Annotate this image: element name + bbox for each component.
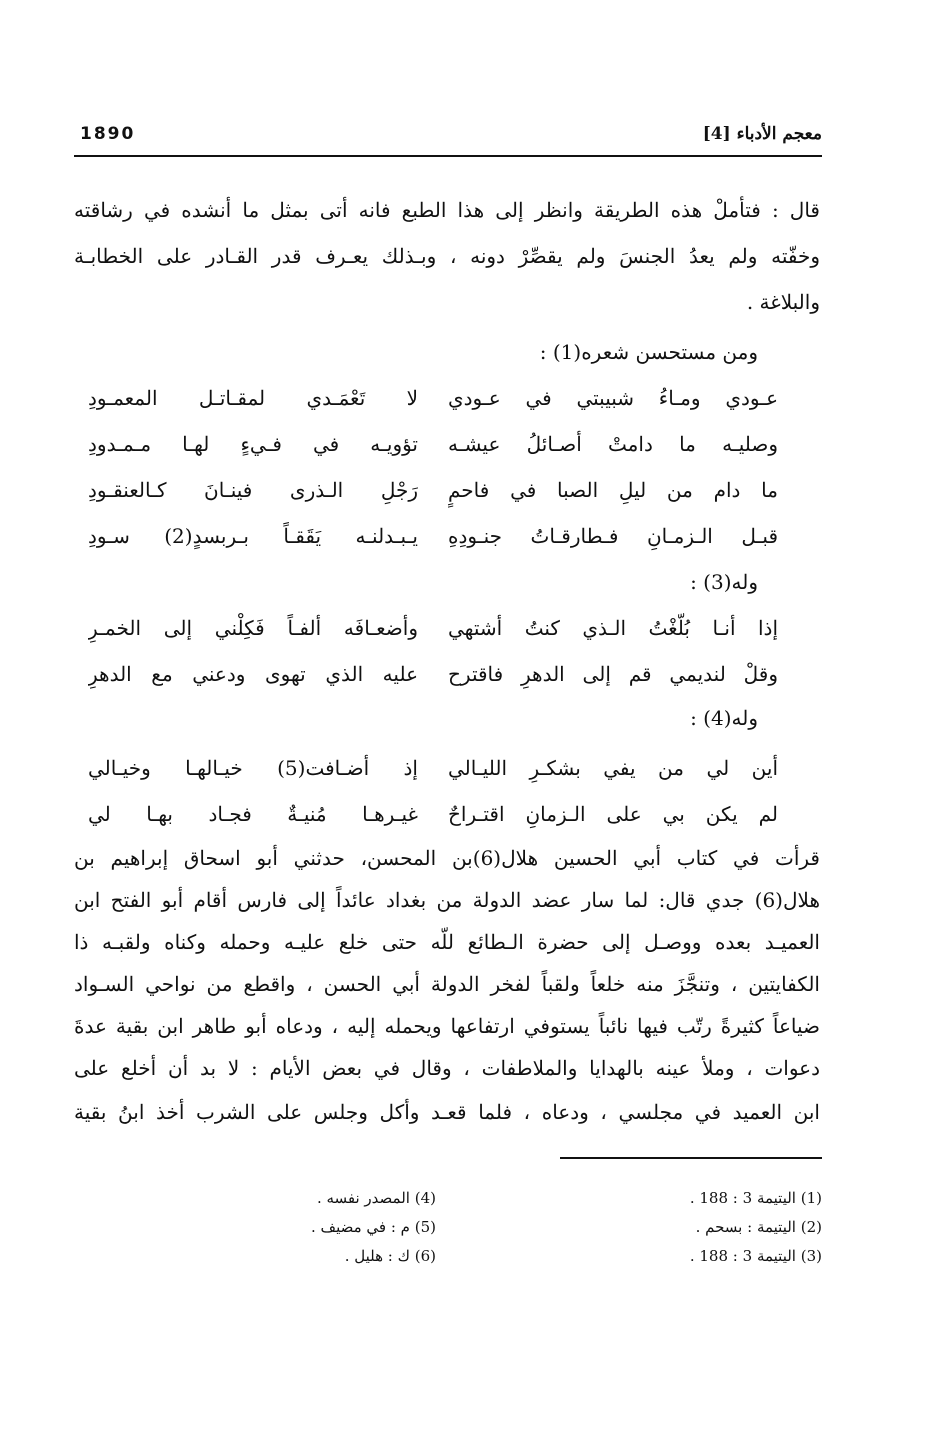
first-hemistich: إذا أنـا بُلّغْتُ الـذي كنتُ أشتهي [448, 616, 778, 640]
verse [74, 376, 820, 420]
first-hemistich: قبـل الـزمـانِ فـطارقـاتُ جنـودِهِ [448, 524, 778, 548]
header-rule [74, 155, 822, 157]
page-header [74, 122, 822, 152]
body-line: قرأت في كتاب أبي الحسين هلال(6)بن المحسن، حدثني أبو اسحاق إبراهيم بن [74, 846, 820, 870]
first-hemistich: عـودي ومـاءُ شبيبتي في عـودي [448, 386, 778, 410]
body-line: وخفّته ولم يعدُ الجنسَ ولم يقصِّرْ دونه ، وبـذلك يعـرف قدر القـادر على الخطابـة [74, 244, 820, 268]
second-hemistich: يـبـدلنـه يَقَقـاً بـربسدٍ(2) سـودِ [88, 524, 418, 548]
running-title: معجم الأدباء [4] [702, 124, 822, 144]
first-hemistich: أين لي من يفي بشكـرِ الليـالي [448, 756, 778, 780]
page-number: 1890 [80, 124, 136, 144]
body-line: دعوات ، وملأ عينه بالهدايا والملاطفات ، وقال في بعض الأيام : لا بد أن أخلع على [74, 1056, 820, 1080]
poem-intro: وله(3) : [690, 570, 758, 594]
first-hemistich: ما دام من ليلِ الصبا في فاحمٍ [448, 478, 778, 502]
verse [74, 422, 820, 466]
footnotes-right-column [522, 1184, 822, 1271]
verse [74, 746, 820, 790]
second-hemistich: وأضعـافَه ألفـاً فَكِلْني إلى الخمـرِ [88, 616, 418, 640]
poem-intro: وله(4) : [690, 706, 758, 730]
verse [74, 468, 820, 512]
second-hemistich: تؤويـه في فـيءٍ لهـا مـمـدودِ [88, 432, 418, 456]
body-line: ضياعاً كثيرةً رتّب فيها نائباً يستوفي ارتفاعها ويحمله إليه ، ودعاه أبو طاهر ابن بقية عدةَ [74, 1014, 820, 1038]
second-hemistich: عليه الذي تهوى ودعني مع الدهرِ [88, 662, 418, 686]
second-hemistich: غيـرهـا مُنيـةٌ فجـاد بهـا لي [88, 802, 418, 826]
footnote: (5) م : في مضيف . [311, 1218, 436, 1236]
footnote: (3) اليتيمة 3 : 188 . [689, 1247, 822, 1265]
first-hemistich: وصليـه ما دامتْ أصـائلُ عيشـه [448, 432, 778, 456]
second-hemistich: إذ أضـافت(5) خيـالهـا وخيـالي [88, 756, 418, 780]
first-hemistich: وقلْ لنديمي قم إلى الدهرِ فاقترح [448, 662, 778, 686]
footnotes-left-column [136, 1184, 436, 1271]
body-line: العميـد بعده ووصـل إلى حضرة الـطائع للّه حتى خلع عليـه وحمله وكناه ولقبـه ذا [74, 930, 820, 954]
poem-intro: ومن مستحسن شعره(1) : [539, 340, 758, 364]
body-line: والبلاغة . [746, 290, 820, 314]
second-hemistich: لا تَعْمَـدي لمقـاتـل المعمـودِ [88, 386, 418, 410]
verse [74, 514, 820, 558]
body-line: قال : فتأملْ هذه الطريقة وانظر إلى هذا الطبع فانه أتى بمثل ما أنشده في رشاقته [74, 198, 820, 222]
body-line: الكفايتين ، وتنجَّزَ منه خلعاً ولقباً لفخر الدولة أبي الحسن ، واقطع من نواحي السـواد [74, 972, 820, 996]
verse [74, 606, 820, 650]
footnote: (4) المصدر نفسه . [316, 1189, 436, 1207]
footnote: (1) اليتيمة 3 : 188 . [689, 1189, 822, 1207]
footnote: (6) ك : هليل . [344, 1247, 436, 1265]
body-line: هلال(6) جدي قال: لما سار عضد الدولة من بغداد عائداً إلى فارس أقام أبو الفتح ابن [74, 888, 820, 912]
verse [74, 652, 820, 696]
verse [74, 792, 820, 836]
footnote: (2) اليتيمة : بسحم . [695, 1218, 822, 1236]
body-line: ابن العميد في مجلسي ، ودعاه ، فلما قعـد وأكل وجلس على الشرب أخذ ابنُ بقية [74, 1100, 820, 1124]
first-hemistich: لم يكن بي على الـزمانِ اقتـراحٌ [448, 802, 778, 826]
footnote-rule [560, 1157, 822, 1159]
second-hemistich: رَجْلِ الـذرى فينـانَ كـالعنقـودِ [88, 478, 418, 502]
